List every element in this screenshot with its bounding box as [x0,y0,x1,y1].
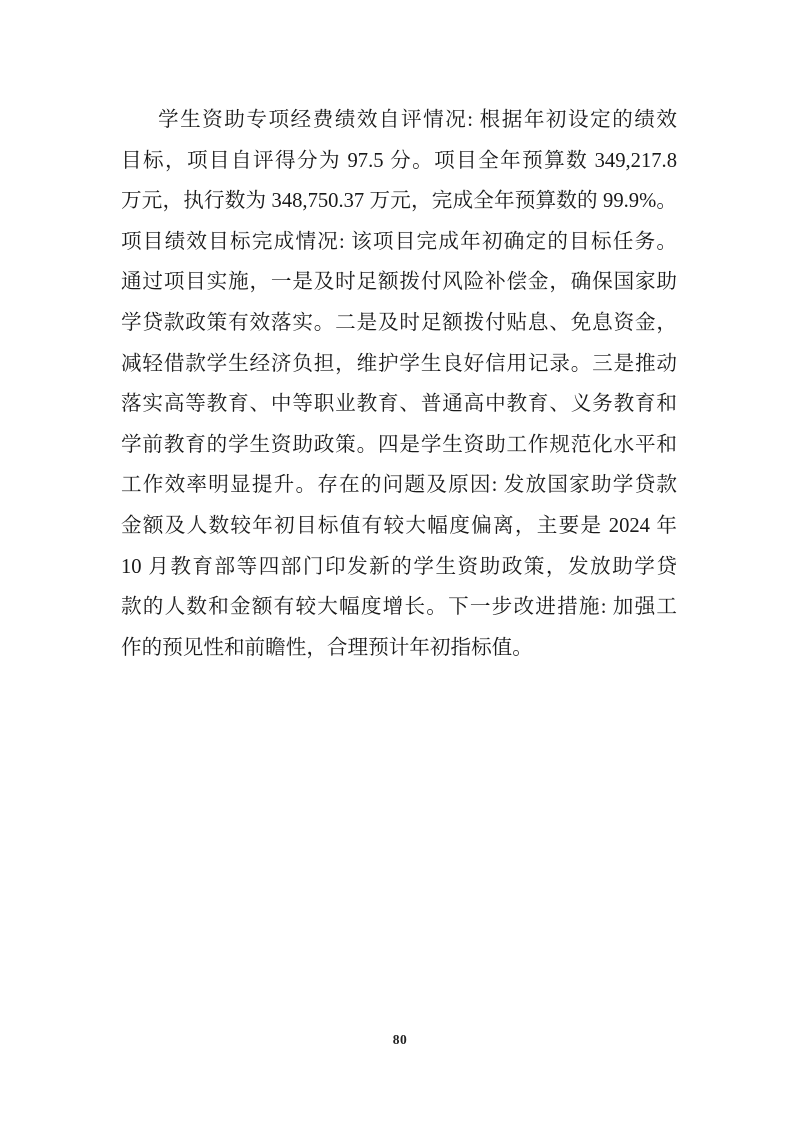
paragraph-line: 减轻借款学生经济负担，维护学生良好信用记录。三是推动 [121,352,677,375]
paragraph-line: 学前教育的学生资助政策。四是学生资助工作规范化水平和 [121,433,677,456]
paragraph-line: 学生资助专项经费绩效自评情况: 根据年初设定的绩效 [158,109,677,131]
paragraph-line: 10 月教育部等四部门印发新的学生资助政策，发放助学贷 [121,555,677,578]
paragraph-line: 落实高等教育、中等职业教育、普通高中教育、义务教育和 [121,393,677,416]
paragraph-line: 万元，执行数为 348,750.37 万元，完成全年预算数的 99.9%。 [121,190,677,213]
page-footer [0,1031,800,1049]
paragraph-line: 项目绩效目标完成情况: 该项目完成年初确定的目标任务。 [121,230,677,253]
page-number: 80 [392,1032,408,1047]
body-paragraph [121,100,677,668]
paragraph-line: 款的人数和金额有较大幅度增长。下一步改进措施: 加强工 [121,596,677,619]
paragraph-line: 金额及人数较年初目标值有较大幅度偏离，主要是 2024 年 [121,514,677,537]
paragraph-line: 目标，项目自评得分为 97.5 分。项目全年预算数 349,217.8 [121,149,677,172]
paragraph-line: 通过项目实施，一是及时足额拨付风险补偿金，确保国家助 [121,271,677,294]
paragraph-line: 工作效率明显提升。存在的问题及原因: 发放国家助学贷款 [121,474,677,497]
paragraph-line: 作的预见性和前瞻性，合理预计年初指标值。 [121,636,533,659]
paragraph-line: 学贷款政策有效落实。二是及时足额拨付贴息、免息资金， [121,311,677,334]
